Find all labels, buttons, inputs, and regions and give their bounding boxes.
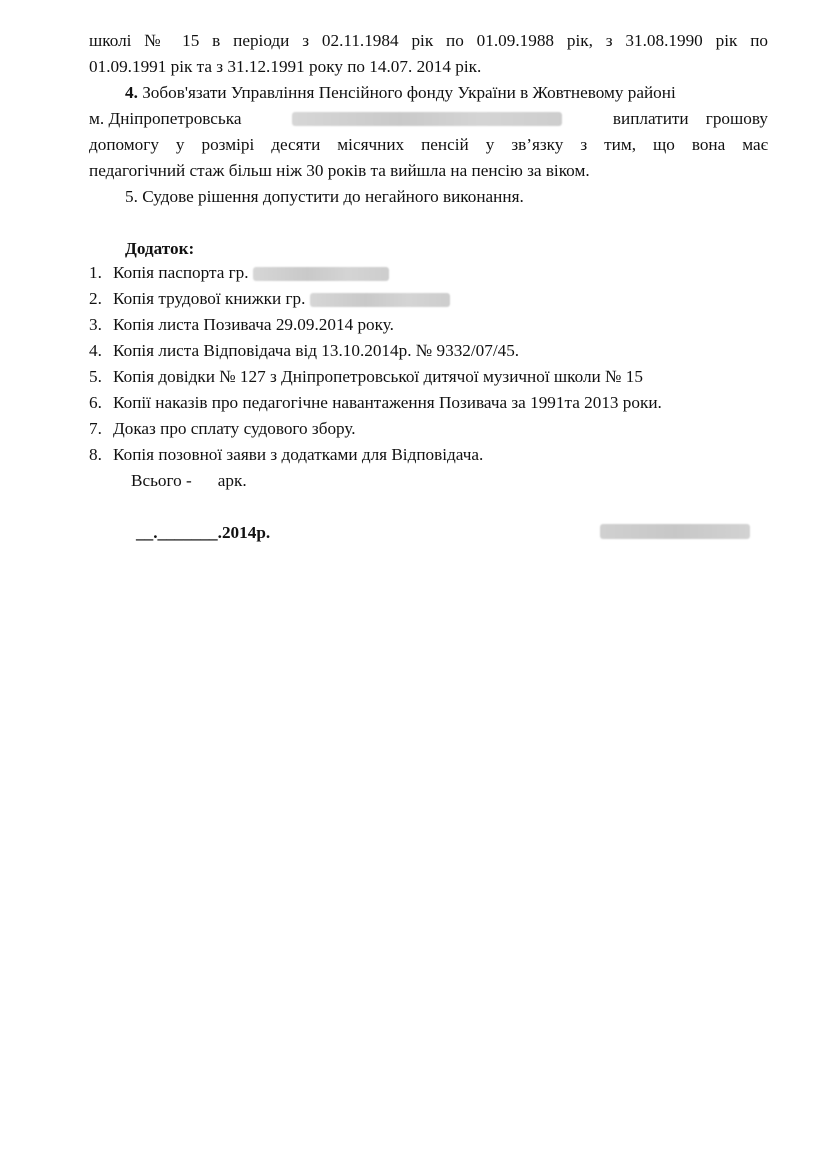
- signature-date: __._______.2014р.: [136, 523, 271, 542]
- attachment-text: Копія листа Позивача 29.09.2014 року.: [113, 315, 394, 334]
- attachment-number: 1.: [89, 263, 102, 282]
- attachment-text: Копія довідки № 127 з Дніпропетровської дитячої музичної школи № 15: [113, 367, 643, 386]
- claim-item-4-line2: [89, 106, 768, 132]
- attachment-item: [89, 312, 768, 338]
- total-label: Всього -: [131, 471, 192, 490]
- paragraph-line: школі № 15 в періоди з 02.11.1984 рік по 01.09.1988 рік, з 31.08.1990 рік по: [89, 31, 768, 50]
- attachment-text: Доказ про сплату судового збору.: [113, 419, 356, 438]
- attachment-text: Копії наказів про педагогічне навантаження Позивача за 1991та 2013 роки.: [113, 393, 662, 412]
- attachment-item: [89, 338, 768, 364]
- attachment-text: Копія паспорта гр.: [113, 263, 249, 282]
- claim-item-text: Зобов'язати Управління Пенсійного фонду України в Жовтневому районі: [137, 83, 676, 102]
- redacted-name: [292, 112, 562, 126]
- redacted-signature: [600, 524, 750, 539]
- attachment-item: [89, 286, 768, 312]
- attachment-item: [89, 390, 768, 416]
- claim-item-text: виплатити грошову: [612, 109, 768, 128]
- total-unit: арк.: [217, 471, 247, 490]
- attachment-number: 7.: [89, 419, 102, 438]
- attachment-item: [89, 260, 768, 286]
- claim-item-4: [125, 80, 768, 106]
- attachment-number: 8.: [89, 445, 102, 464]
- attachment-text: Копія трудової книжки гр.: [113, 289, 306, 308]
- attachment-number: 5.: [89, 367, 102, 386]
- attachments-total: [131, 468, 431, 494]
- claim-item-number: 4.: [125, 83, 138, 102]
- paragraph-line: 01.09.1991 рік та з 31.12.1991 року по 14.07. 2014 рік.: [89, 57, 482, 76]
- attachment-number: 6.: [89, 393, 102, 412]
- attachment-number: 3.: [89, 315, 102, 334]
- attachment-item: [89, 416, 768, 442]
- redacted-name: [253, 267, 389, 281]
- attachment-number: 4.: [89, 341, 102, 360]
- claim-item-text: м. Дніпропетровська: [89, 109, 242, 128]
- claim-item-5: 5. Судове рішення допустити до негайного виконання.: [125, 187, 524, 206]
- attachment-text: Копія листа Відповідача від 13.10.2014р. № 9332/07/45.: [113, 341, 520, 360]
- attachment-number: 2.: [89, 289, 102, 308]
- paragraph-line: допомогу у розмірі десяти місячних пенсій у зв’язку з тим, що вона має: [89, 135, 768, 154]
- paragraph-line: педагогічний стаж більш ніж 30 років та вийшла на пенсію за віком.: [89, 161, 590, 180]
- attachment-item: [89, 442, 768, 468]
- redacted-name: [310, 293, 450, 307]
- attachment-item: [89, 364, 768, 390]
- attachment-text: Копія позовної заяви з додатками для Відповідача.: [113, 445, 484, 464]
- attachments-heading: Додаток:: [125, 239, 195, 258]
